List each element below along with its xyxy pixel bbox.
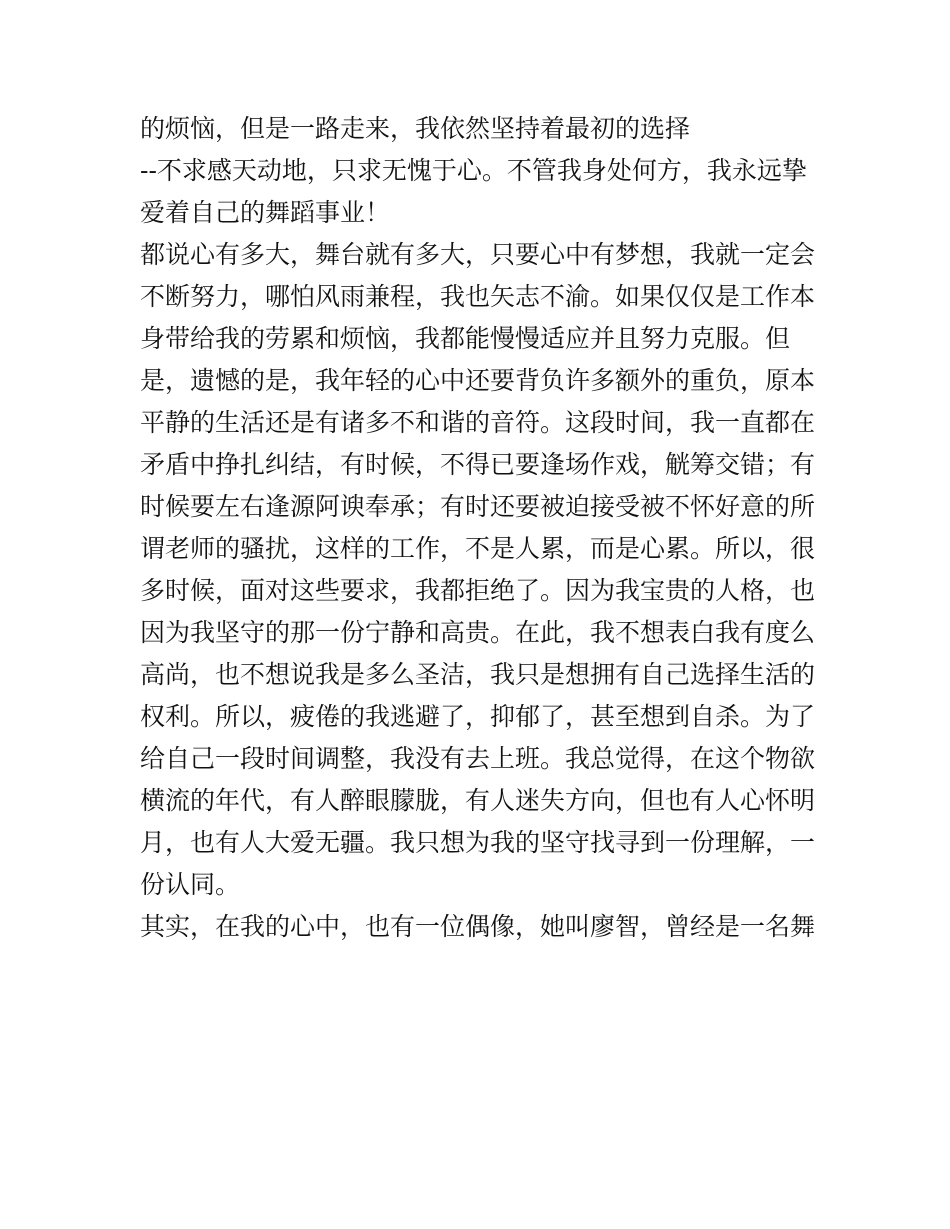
text-line-2: --不求感天动地，只求无愧于心。不管我身处何方，我永远挚: [140, 156, 807, 185]
text-line-12: 多时候，面对这些要求，我都拒绝了。因为我宝贵的人格，也: [140, 576, 816, 605]
text-line-7: 是，遗憾的是，我年轻的心中还要背负许多额外的重负，原本: [140, 366, 816, 395]
text-line-10: 时候要左右逢源阿谀奉承；有时还要被迫接受被不怀好意的所: [140, 492, 816, 521]
text-line-9: 矛盾中挣扎纠结，有时候，不得已要逢场作戏，觥筹交错；有: [140, 450, 816, 479]
text-line-6: 身带给我的劳累和烦恼，我都能慢慢适应并且努力克服。但: [140, 324, 791, 353]
text-line-5: 不断努力，哪怕风雨兼程，我也矢志不渝。如果仅仅是工作本: [140, 282, 816, 311]
text-line-14: 高尚，也不想说我是多么圣洁，我只是想拥有自己选择生活的: [140, 660, 816, 689]
text-line-15: 权利。所以，疲倦的我逃避了，抑郁了，甚至想到自杀。为了: [140, 702, 816, 731]
text-line-11: 谓老师的骚扰，这样的工作，不是人累，而是心累。所以，很: [140, 534, 816, 563]
text-line-19: 份认同。: [140, 870, 241, 899]
text-line-1: 的烦恼，但是一路走来，我依然坚持着最初的选择: [140, 114, 691, 143]
text-line-3: 爱着自己的舞蹈事业！: [140, 198, 391, 227]
text-line-8: 平静的生活还是有诸多不和谐的音符。这段时间，我一直都在: [140, 408, 816, 437]
text-line-4: 都说心有多大，舞台就有多大，只要心中有梦想，我就一定会: [140, 240, 816, 269]
body-text: [140, 108, 820, 948]
text-line-20: 其实，在我的心中，也有一位偶像，她叫廖智，曾经是一名舞: [140, 912, 816, 941]
text-line-13: 因为我坚守的那一份宁静和高贵。在此，我不想表白我有度么: [140, 618, 816, 647]
text-line-18: 月，也有人大爱无疆。我只想为我的坚守找寻到一份理解，一: [140, 828, 816, 857]
text-line-16: 给自己一段时间调整，我没有去上班。我总觉得，在这个物欲: [140, 744, 816, 773]
text-line-17: 横流的年代，有人醉眼朦胧，有人迷失方向，但也有人心怀明: [140, 786, 816, 815]
